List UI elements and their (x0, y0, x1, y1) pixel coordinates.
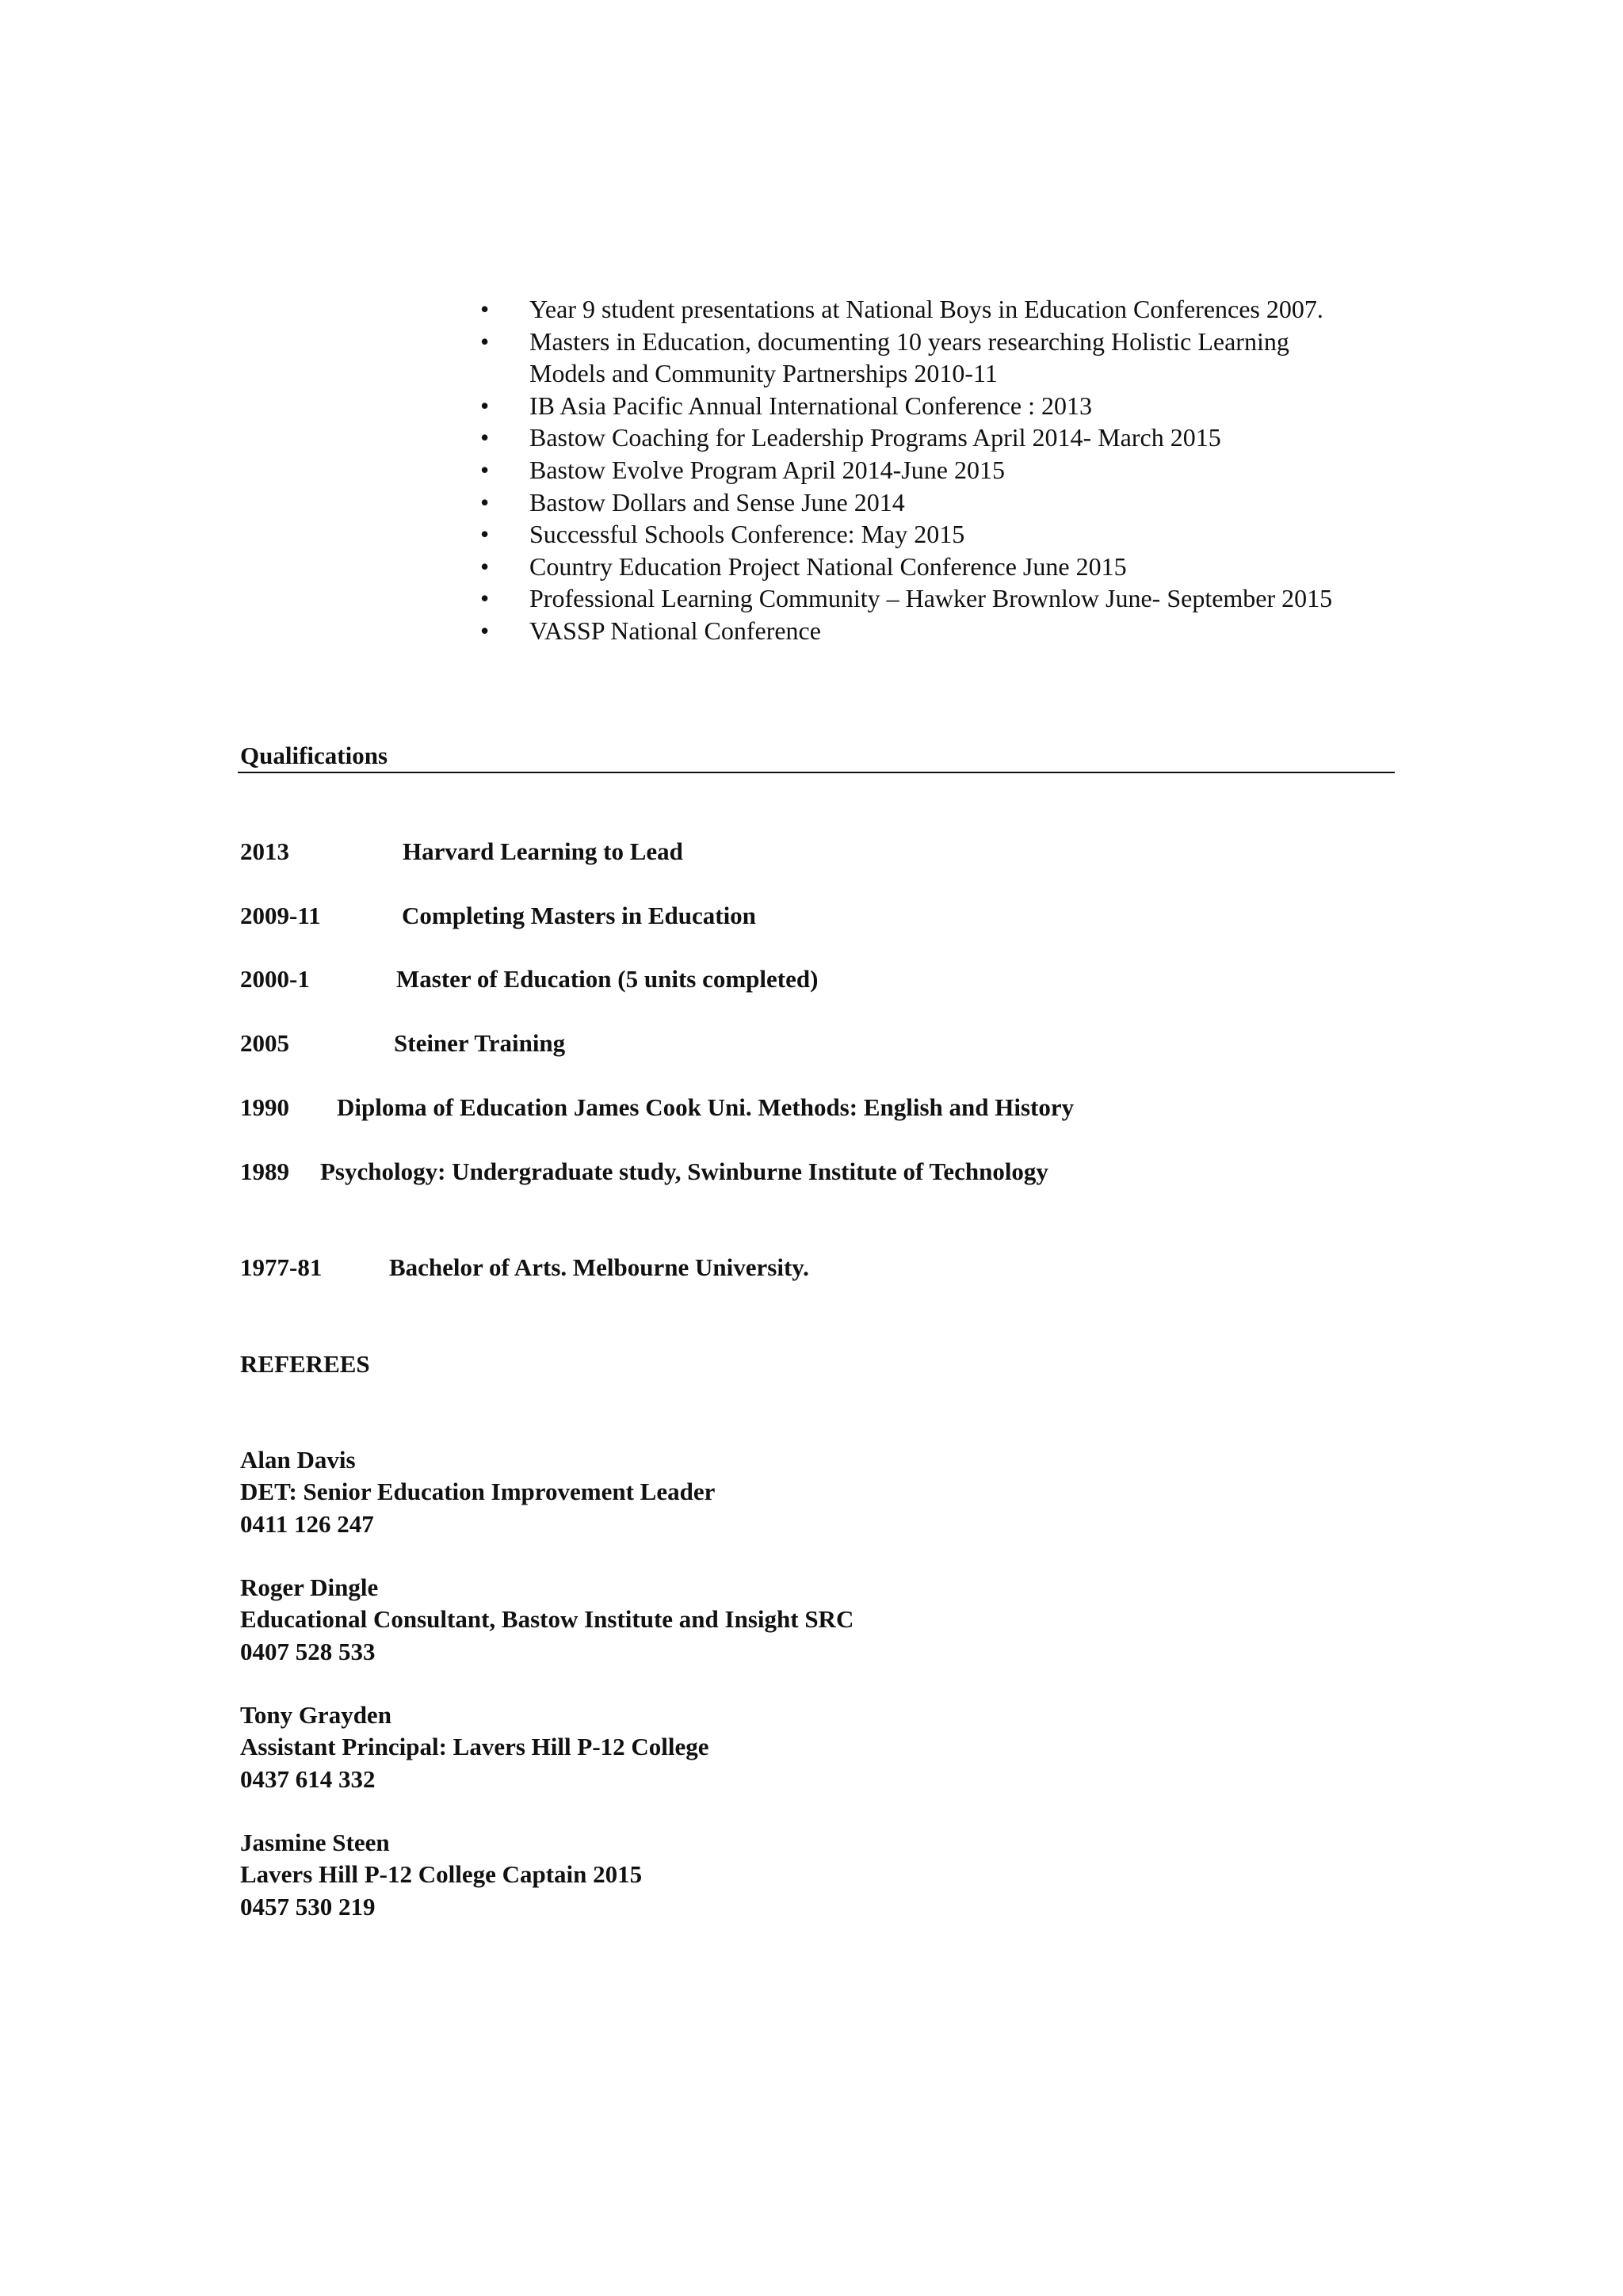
referee-role: Lavers Hill P-12 College Captain 2015 (240, 1860, 643, 1889)
referee-entry (240, 1827, 642, 1923)
bullet-icon: • (480, 391, 490, 420)
qualification-description: Bachelor of Arts. Melbourne University. (389, 1253, 809, 1281)
qualification-row (240, 963, 819, 995)
referee-name: Roger Dingle (240, 1573, 379, 1601)
qualification-year: 2005 (240, 1029, 289, 1057)
qualification-year: 2009-11 (240, 902, 321, 929)
list-item (480, 454, 1400, 486)
list-item (480, 421, 1400, 454)
bullet-icon: • (480, 616, 490, 645)
referee-entry (240, 1444, 715, 1540)
list-item-text: Successful Schools Conference: May 2015 (529, 520, 965, 549)
list-item-text: Professional Learning Community – Hawker Brownlow June- September 2015 (529, 584, 1333, 613)
qualification-year: 1990 (240, 1093, 289, 1121)
qualification-description: Master of Education (5 units completed) (396, 965, 819, 993)
qualification-row (240, 1028, 566, 1059)
list-item-text: Year 9 student presentations at National Boys in Education Conferences 2007. (529, 295, 1323, 323)
list-item (480, 326, 1400, 390)
bullet-icon: • (480, 295, 490, 323)
list-item (480, 615, 1400, 647)
referees-heading: REFEREES (240, 1350, 370, 1378)
qualification-year: 1989 (240, 1158, 289, 1185)
bullet-icon: • (480, 487, 490, 517)
referee-name: Tony Grayden (240, 1701, 391, 1729)
qualification-description: Harvard Learning to Lead (403, 837, 683, 865)
list-item-text: Bastow Dollars and Sense June 2014 (529, 487, 905, 517)
qualification-description: Completing Masters in Education (402, 902, 756, 929)
referee-phone: 0437 614 332 (240, 1764, 376, 1793)
list-item-text-continued: Models and Community Partnerships 2010-11 (529, 359, 998, 388)
qualification-row (240, 900, 756, 932)
list-item (480, 293, 1400, 326)
referee-name: Jasmine Steen (240, 1829, 390, 1856)
list-item (480, 518, 1400, 551)
list-item (480, 551, 1400, 583)
bullet-icon: • (480, 326, 490, 356)
list-item-text: Country Education Project National Conference June 2015 (529, 551, 1127, 581)
referee-role: Educational Consultant, Bastow Institute and Insight SRC (240, 1605, 854, 1634)
list-item-text: Bastow Coaching for Leadership Programs April 2014- March 2015 (529, 423, 1221, 452)
list-item (480, 390, 1400, 422)
qualification-year: 1977-81 (240, 1253, 323, 1281)
list-item (480, 486, 1400, 519)
qualification-row (240, 1156, 1048, 1188)
qualification-year: 2013 (240, 837, 289, 865)
referee-entry (240, 1572, 854, 1668)
activities-list (480, 293, 1400, 647)
qualification-row (240, 1252, 809, 1283)
referee-role: Assistant Principal: Lavers Hill P-12 College (240, 1733, 709, 1761)
bullet-icon: • (480, 520, 490, 549)
bullet-icon: • (480, 423, 490, 452)
bullet-icon: • (480, 455, 490, 484)
referee-phone: 0457 530 219 (240, 1892, 376, 1920)
qualification-row (240, 1092, 1075, 1123)
qualification-year: 2000-1 (240, 965, 310, 993)
qualification-row (240, 836, 683, 868)
qualifications-heading: Qualifications (240, 742, 388, 769)
list-item (480, 582, 1400, 615)
list-item-text: Masters in Education, documenting 10 years researching Holistic Learning (529, 326, 1289, 356)
referee-phone: 0411 126 247 (240, 1509, 374, 1538)
bullet-icon: • (480, 551, 490, 581)
list-item-text: Bastow Evolve Program April 2014-June 2015 (529, 455, 1005, 484)
bullet-icon: • (480, 584, 490, 613)
referee-role: DET: Senior Education Improvement Leader (240, 1478, 716, 1506)
referee-phone: 0407 528 533 (240, 1637, 376, 1665)
list-item-text: IB Asia Pacific Annual International Conference : 2013 (529, 391, 1093, 420)
list-item-text: VASSP National Conference (529, 616, 821, 645)
qualification-description: Psychology: Undergraduate study, Swinburne Institute of Technology (320, 1158, 1048, 1185)
referee-name: Alan Davis (240, 1446, 356, 1474)
section-divider (238, 772, 1395, 773)
qualification-description: Diploma of Education James Cook Uni. Methods: English and History (337, 1093, 1075, 1121)
referee-entry (240, 1699, 709, 1795)
qualification-description: Steiner Training (394, 1029, 566, 1057)
